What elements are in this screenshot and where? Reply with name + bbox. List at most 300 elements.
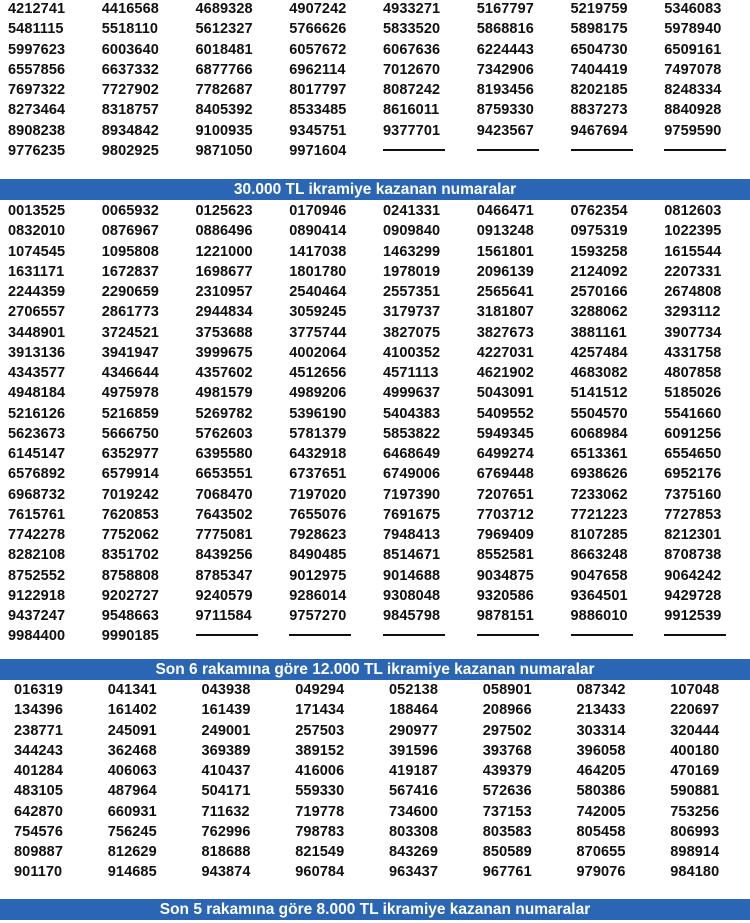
winning-number: 041341 bbox=[107, 682, 157, 698]
winning-number: 660931 bbox=[107, 803, 157, 820]
winning-number: 9423567 bbox=[476, 122, 534, 139]
winning-number: 984180 bbox=[670, 864, 720, 881]
winning-number: 7655076 bbox=[289, 506, 347, 523]
winning-number: 8318757 bbox=[101, 102, 159, 119]
winning-number: 0065932 bbox=[101, 203, 159, 219]
winning-number: 9871050 bbox=[195, 142, 253, 159]
winning-number: 6653551 bbox=[195, 466, 253, 483]
winning-number: 058901 bbox=[482, 682, 532, 698]
winning-number: 4512656 bbox=[289, 365, 347, 381]
winning-number: 8017797 bbox=[289, 82, 347, 98]
winning-number: 257503 bbox=[295, 722, 345, 739]
winning-number: 8514671 bbox=[383, 547, 441, 564]
top-row bbox=[0, 60, 750, 80]
winning-number: 249001 bbox=[201, 722, 251, 739]
winning-number: 4343577 bbox=[8, 365, 66, 381]
winning-number: 2944834 bbox=[195, 304, 253, 321]
winning-number: 3753688 bbox=[195, 324, 253, 341]
winning-number: 393768 bbox=[482, 742, 532, 759]
winning-number: 6962114 bbox=[289, 61, 346, 78]
winning-number: 943874 bbox=[201, 864, 251, 881]
winning-number: 0890414 bbox=[289, 223, 347, 240]
empty-slot bbox=[469, 626, 563, 646]
winning-number: 3881161 bbox=[570, 324, 627, 341]
30000-row bbox=[0, 505, 750, 525]
empty-dash bbox=[383, 634, 445, 636]
winning-number: 016319 bbox=[14, 682, 63, 698]
winning-number: 2096139 bbox=[476, 263, 534, 280]
winning-number: 416006 bbox=[295, 763, 345, 779]
winning-number: 5868816 bbox=[476, 21, 534, 38]
winning-number: 4981579 bbox=[195, 385, 253, 402]
empty-slot bbox=[188, 626, 282, 646]
winning-number: 7703712 bbox=[476, 506, 534, 523]
empty-dash bbox=[289, 634, 351, 636]
winning-number: 9047658 bbox=[570, 567, 628, 584]
winning-number: 1074545 bbox=[8, 243, 66, 260]
winning-number: 483105 bbox=[14, 783, 63, 800]
winning-number: 6018481 bbox=[195, 41, 253, 58]
winning-number: 0913248 bbox=[476, 223, 534, 240]
winning-number: 9286014 bbox=[289, 587, 347, 604]
winning-number: 171434 bbox=[295, 702, 345, 719]
winning-number: 8248334 bbox=[664, 82, 722, 98]
winning-number: 8759330 bbox=[476, 102, 534, 119]
winning-number: 8752552 bbox=[8, 567, 66, 584]
12000-row bbox=[0, 862, 750, 882]
winning-number: 439379 bbox=[482, 763, 532, 779]
winning-number: 5216859 bbox=[101, 405, 159, 422]
winning-number: 9202727 bbox=[101, 587, 159, 604]
winning-number: 9878151 bbox=[476, 608, 534, 624]
winning-number: 6003640 bbox=[101, 41, 159, 58]
winning-number: 3448901 bbox=[8, 324, 66, 341]
winning-number: 6504730 bbox=[570, 41, 628, 58]
winning-number: 1978019 bbox=[383, 263, 441, 280]
winning-number: 6877766 bbox=[195, 61, 253, 78]
winning-number: 8840928 bbox=[664, 102, 722, 119]
winning-number: 6068984 bbox=[570, 425, 628, 442]
30000-row bbox=[0, 201, 750, 221]
12000-row bbox=[0, 700, 750, 720]
winning-number: 9757270 bbox=[289, 608, 347, 624]
winning-number: 7019242 bbox=[101, 486, 159, 503]
winning-number: 6432918 bbox=[289, 446, 347, 462]
winning-number: 5481115 bbox=[8, 21, 64, 38]
winning-number: 470169 bbox=[670, 763, 720, 779]
winning-number: 1593258 bbox=[570, 243, 628, 260]
winning-number: 967761 bbox=[482, 864, 532, 881]
winning-number: 901170 bbox=[14, 864, 63, 881]
winning-number: 798783 bbox=[295, 823, 345, 840]
winning-number: 7375160 bbox=[664, 486, 722, 503]
empty-slot bbox=[375, 141, 469, 161]
winning-number: 7497078 bbox=[664, 61, 722, 78]
winning-number: 2570166 bbox=[570, 284, 628, 300]
winning-number: 9711584 bbox=[195, 608, 252, 624]
winning-number: 9064242 bbox=[664, 567, 722, 584]
winning-number: 369389 bbox=[201, 742, 251, 759]
winning-number: 979076 bbox=[576, 864, 626, 881]
winning-number: 8107285 bbox=[570, 527, 628, 543]
winning-number: 4933271 bbox=[383, 1, 441, 17]
winning-number: 3179737 bbox=[383, 304, 441, 321]
number-grid-12000 bbox=[0, 680, 750, 883]
winning-number: 6579914 bbox=[101, 466, 159, 483]
winning-number: 5623673 bbox=[8, 425, 66, 442]
winning-number: 303314 bbox=[576, 722, 626, 739]
winning-number: 5504570 bbox=[570, 405, 628, 422]
winning-number: 7752062 bbox=[101, 527, 159, 543]
top-row bbox=[0, 121, 750, 141]
winning-number: 6769448 bbox=[476, 466, 534, 483]
winning-number: 4331758 bbox=[664, 344, 722, 361]
section-banner-12000: Son 6 rakamına göre 12.000 TL ikramiye kazanan numaralar bbox=[0, 659, 750, 680]
winning-number: 960784 bbox=[295, 864, 345, 881]
30000-row bbox=[0, 242, 750, 262]
winning-number: 5346083 bbox=[664, 1, 722, 17]
winning-number: 580386 bbox=[576, 783, 626, 800]
winning-number: 9437247 bbox=[8, 608, 66, 624]
winning-number: 7197390 bbox=[383, 486, 441, 503]
winning-number: 7775081 bbox=[195, 527, 253, 543]
winning-number: 734600 bbox=[389, 803, 438, 820]
winning-number: 8708738 bbox=[664, 547, 722, 564]
winning-number: 3059245 bbox=[289, 304, 347, 321]
winning-number: 4999637 bbox=[383, 385, 441, 402]
winning-number: 8193456 bbox=[476, 82, 534, 98]
winning-number: 6395580 bbox=[195, 446, 253, 462]
30000-row bbox=[0, 262, 750, 282]
winning-number: 1095808 bbox=[101, 243, 159, 260]
winning-number: 1561801 bbox=[476, 243, 534, 260]
winning-number: 043938 bbox=[201, 682, 251, 698]
empty-dash bbox=[664, 149, 726, 151]
winning-number: 7727902 bbox=[101, 82, 159, 98]
winning-number: 7969409 bbox=[476, 527, 534, 543]
winning-number: 3775744 bbox=[289, 324, 347, 341]
winning-number: 245091 bbox=[107, 722, 157, 739]
winning-number: 2310957 bbox=[195, 284, 253, 300]
winning-number: 5141512 bbox=[570, 385, 628, 402]
empty-slot bbox=[375, 626, 469, 646]
winning-number: 7012670 bbox=[383, 61, 441, 78]
winning-number: 2706557 bbox=[8, 304, 66, 321]
winning-number: 504171 bbox=[201, 783, 251, 800]
winning-number: 2124092 bbox=[570, 263, 628, 280]
30000-row bbox=[0, 282, 750, 302]
winning-number: 3724521 bbox=[101, 324, 159, 341]
section-banner-30000: 30.000 TL ikramiye kazanan numaralar bbox=[0, 179, 750, 200]
number-grid-30000 bbox=[0, 201, 750, 647]
winning-number: 7233062 bbox=[570, 486, 628, 503]
winning-number: 6468649 bbox=[383, 446, 441, 462]
empty-dash bbox=[383, 149, 445, 151]
30000-row bbox=[0, 221, 750, 241]
empty-dash bbox=[571, 634, 633, 636]
winning-number: 4689328 bbox=[195, 1, 253, 17]
12000-row bbox=[0, 842, 750, 862]
empty-slot bbox=[656, 626, 750, 646]
winning-number: 406063 bbox=[107, 763, 157, 779]
winning-number: 0125623 bbox=[195, 203, 253, 219]
winning-number: 9776235 bbox=[8, 142, 66, 159]
winning-number: 5997623 bbox=[8, 41, 66, 58]
30000-row bbox=[0, 323, 750, 343]
winning-number: 7697322 bbox=[8, 82, 66, 98]
winning-number: 7404419 bbox=[570, 61, 628, 78]
winning-number: 8490485 bbox=[289, 547, 347, 564]
winning-number: 803583 bbox=[482, 823, 532, 840]
winning-number: 9122918 bbox=[8, 587, 66, 604]
winning-number: 1221000 bbox=[195, 243, 253, 260]
winning-number: 8439256 bbox=[195, 547, 253, 564]
winning-number: 809887 bbox=[14, 844, 63, 860]
winning-number: 8405392 bbox=[195, 102, 253, 119]
empty-slot bbox=[469, 141, 563, 161]
winning-number: 5898175 bbox=[570, 21, 628, 38]
winning-number: 762996 bbox=[201, 823, 251, 840]
winning-number: 344243 bbox=[14, 742, 63, 759]
winning-number: 1631171 bbox=[8, 263, 65, 280]
winning-number: 5219759 bbox=[570, 1, 628, 17]
winning-number: 5612327 bbox=[195, 21, 253, 38]
winning-number: 6749006 bbox=[383, 466, 441, 483]
winning-number: 9759590 bbox=[664, 122, 722, 139]
top-row bbox=[0, 40, 750, 60]
winning-number: 5949345 bbox=[476, 425, 534, 442]
winning-number: 6499274 bbox=[476, 446, 534, 462]
winning-number: 6952176 bbox=[664, 466, 722, 483]
winning-number: 821549 bbox=[295, 844, 345, 860]
top-row bbox=[0, 100, 750, 120]
winning-number: 812629 bbox=[107, 844, 157, 860]
winning-number: 7615761 bbox=[8, 506, 66, 523]
12000-row bbox=[0, 741, 750, 761]
top-row bbox=[0, 141, 750, 161]
winning-number: 9548663 bbox=[101, 608, 159, 624]
winning-number: 8282108 bbox=[8, 547, 66, 564]
winning-number: 0909840 bbox=[383, 223, 441, 240]
winning-number: 1698677 bbox=[195, 263, 253, 280]
winning-number: 7207651 bbox=[476, 486, 534, 503]
winning-number: 5766626 bbox=[289, 21, 347, 38]
winning-number: 2244359 bbox=[8, 284, 66, 300]
winning-number: 5216126 bbox=[8, 405, 66, 422]
winning-number: 161402 bbox=[107, 702, 157, 719]
winning-number: 8212301 bbox=[664, 527, 722, 543]
winning-number: 6224443 bbox=[476, 41, 534, 58]
empty-slot bbox=[281, 626, 375, 646]
winning-number: 3941947 bbox=[101, 344, 159, 361]
winning-number: 6067636 bbox=[383, 41, 441, 58]
winning-number: 9308048 bbox=[383, 587, 441, 604]
winning-number: 9429728 bbox=[664, 587, 722, 604]
30000-row bbox=[0, 444, 750, 464]
winning-number: 9802925 bbox=[101, 142, 159, 159]
empty-slot bbox=[563, 141, 657, 161]
30000-row bbox=[0, 566, 750, 586]
empty-slot bbox=[563, 626, 657, 646]
winning-number: 2565641 bbox=[476, 284, 534, 300]
winning-number: 9100935 bbox=[195, 122, 253, 139]
winning-number: 208966 bbox=[482, 702, 532, 719]
winning-number: 572636 bbox=[482, 783, 532, 800]
30000-row bbox=[0, 586, 750, 606]
winning-number: 290977 bbox=[389, 722, 438, 739]
winning-number: 9014688 bbox=[383, 567, 441, 584]
winning-number: 3907734 bbox=[664, 324, 722, 341]
winning-number: 5409552 bbox=[476, 405, 534, 422]
winning-number: 6091256 bbox=[664, 425, 722, 442]
winning-number: 818688 bbox=[201, 844, 251, 860]
winning-number: 9345751 bbox=[289, 122, 347, 139]
12000-row bbox=[0, 781, 750, 801]
winning-number: 9240579 bbox=[195, 587, 253, 604]
30000-row bbox=[0, 525, 750, 545]
30000-row bbox=[0, 626, 750, 646]
winning-number: 870655 bbox=[576, 844, 626, 860]
winning-number: 3181807 bbox=[476, 304, 534, 321]
winning-number: 9364501 bbox=[570, 587, 628, 604]
winning-number: 1022395 bbox=[664, 223, 722, 240]
winning-number: 9320586 bbox=[476, 587, 534, 604]
winning-number: 391596 bbox=[389, 742, 438, 759]
12000-row bbox=[0, 761, 750, 781]
winning-number: 914685 bbox=[107, 864, 157, 881]
winning-number: 134396 bbox=[14, 702, 63, 719]
winning-number: 963437 bbox=[389, 864, 438, 881]
top-row bbox=[0, 0, 750, 19]
winning-number: 1672837 bbox=[101, 263, 159, 280]
winning-number: 4989206 bbox=[289, 385, 347, 402]
winning-number: 6554650 bbox=[664, 446, 722, 462]
winning-number: 9034875 bbox=[476, 567, 534, 584]
winning-number: 4212741 bbox=[8, 1, 66, 17]
winning-number: 3288062 bbox=[570, 304, 628, 321]
winning-number: 8351702 bbox=[101, 547, 159, 564]
winning-number: 6509161 bbox=[664, 41, 722, 58]
top-number-grid bbox=[0, 0, 750, 161]
winning-number: 9886010 bbox=[570, 608, 628, 624]
12000-row bbox=[0, 721, 750, 741]
winning-number: 1615544 bbox=[664, 243, 722, 260]
winning-number: 389152 bbox=[295, 742, 345, 759]
winning-number: 1463299 bbox=[383, 243, 441, 260]
winning-number: 362468 bbox=[107, 742, 157, 759]
empty-dash bbox=[477, 634, 539, 636]
winning-number: 7948413 bbox=[383, 527, 441, 543]
winning-number: 188464 bbox=[389, 702, 438, 719]
winning-number: 9377701 bbox=[383, 122, 441, 139]
30000-row bbox=[0, 545, 750, 565]
winning-number: 401284 bbox=[14, 763, 63, 779]
winning-number: 9845798 bbox=[383, 608, 441, 624]
winning-number: 087342 bbox=[576, 682, 626, 698]
30000-row bbox=[0, 485, 750, 505]
winning-number: 0812603 bbox=[664, 203, 722, 219]
winning-number: 7742278 bbox=[8, 527, 66, 543]
winning-number: 0466471 bbox=[476, 203, 534, 219]
30000-row bbox=[0, 464, 750, 484]
30000-row bbox=[0, 424, 750, 444]
winning-number: 5666750 bbox=[101, 425, 159, 442]
winning-number: 2290659 bbox=[101, 284, 159, 300]
section-banner-8000: Son 5 rakamına göre 8.000 TL ikramiye kazanan numaralar bbox=[0, 899, 750, 920]
winning-number: 5978940 bbox=[664, 21, 722, 38]
winning-number: 8785347 bbox=[195, 567, 253, 584]
winning-number: 2557351 bbox=[383, 284, 441, 300]
30000-row bbox=[0, 343, 750, 363]
winning-number: 8758808 bbox=[101, 567, 159, 584]
winning-number: 7782687 bbox=[195, 82, 253, 98]
30000-row bbox=[0, 404, 750, 424]
winning-number: 742005 bbox=[576, 803, 626, 820]
winning-number: 400180 bbox=[670, 742, 720, 759]
winning-number: 7721223 bbox=[570, 506, 628, 523]
winning-number: 2207331 bbox=[664, 263, 722, 280]
winning-number: 4227031 bbox=[476, 344, 534, 361]
winning-number: 7068470 bbox=[195, 486, 253, 503]
winning-number: 803308 bbox=[389, 823, 438, 840]
winning-number: 4621902 bbox=[476, 365, 534, 381]
winning-number: 567416 bbox=[389, 783, 438, 800]
winning-number: 0762354 bbox=[570, 203, 628, 219]
winning-number: 464205 bbox=[576, 763, 626, 779]
winning-number: 5762603 bbox=[195, 425, 253, 442]
empty-dash bbox=[664, 634, 726, 636]
empty-slot bbox=[656, 141, 750, 161]
winning-number: 297502 bbox=[482, 722, 532, 739]
winning-number: 0170946 bbox=[289, 203, 347, 219]
winning-number: 410437 bbox=[201, 763, 251, 779]
winning-number: 2861773 bbox=[101, 304, 159, 321]
winning-number: 419187 bbox=[389, 763, 438, 779]
winning-number: 5396190 bbox=[289, 405, 347, 422]
winning-number: 6145147 bbox=[8, 446, 66, 462]
winning-number: 754576 bbox=[14, 823, 63, 840]
winning-number: 4416568 bbox=[101, 1, 159, 17]
winning-number: 6557856 bbox=[8, 61, 66, 78]
empty-dash bbox=[196, 634, 258, 636]
12000-row bbox=[0, 802, 750, 822]
empty-dash bbox=[477, 149, 539, 151]
winning-number: 0832010 bbox=[8, 223, 66, 240]
winning-number: 4683082 bbox=[570, 365, 628, 381]
winning-number: 4907242 bbox=[289, 1, 347, 17]
winning-number: 7342906 bbox=[476, 61, 534, 78]
winning-number: 8087242 bbox=[383, 82, 441, 98]
top-row bbox=[0, 80, 750, 100]
winning-number: 737153 bbox=[482, 803, 532, 820]
winning-number: 5853822 bbox=[383, 425, 441, 442]
winning-number: 161439 bbox=[201, 702, 251, 719]
winning-number: 1417038 bbox=[289, 243, 347, 260]
winning-number: 396058 bbox=[576, 742, 626, 759]
winning-number: 4100352 bbox=[383, 344, 441, 361]
12000-row bbox=[0, 822, 750, 842]
winning-number: 7727853 bbox=[664, 506, 722, 523]
30000-row bbox=[0, 383, 750, 403]
winning-number: 487964 bbox=[107, 783, 157, 800]
winning-number: 9912539 bbox=[664, 608, 722, 624]
winning-number: 7691675 bbox=[383, 506, 441, 523]
winning-number: 5043091 bbox=[476, 385, 534, 402]
winning-number: 642870 bbox=[14, 803, 63, 820]
winning-number: 4346644 bbox=[101, 365, 159, 381]
winning-number: 3999675 bbox=[195, 344, 253, 361]
winning-number: 7620853 bbox=[101, 506, 159, 523]
